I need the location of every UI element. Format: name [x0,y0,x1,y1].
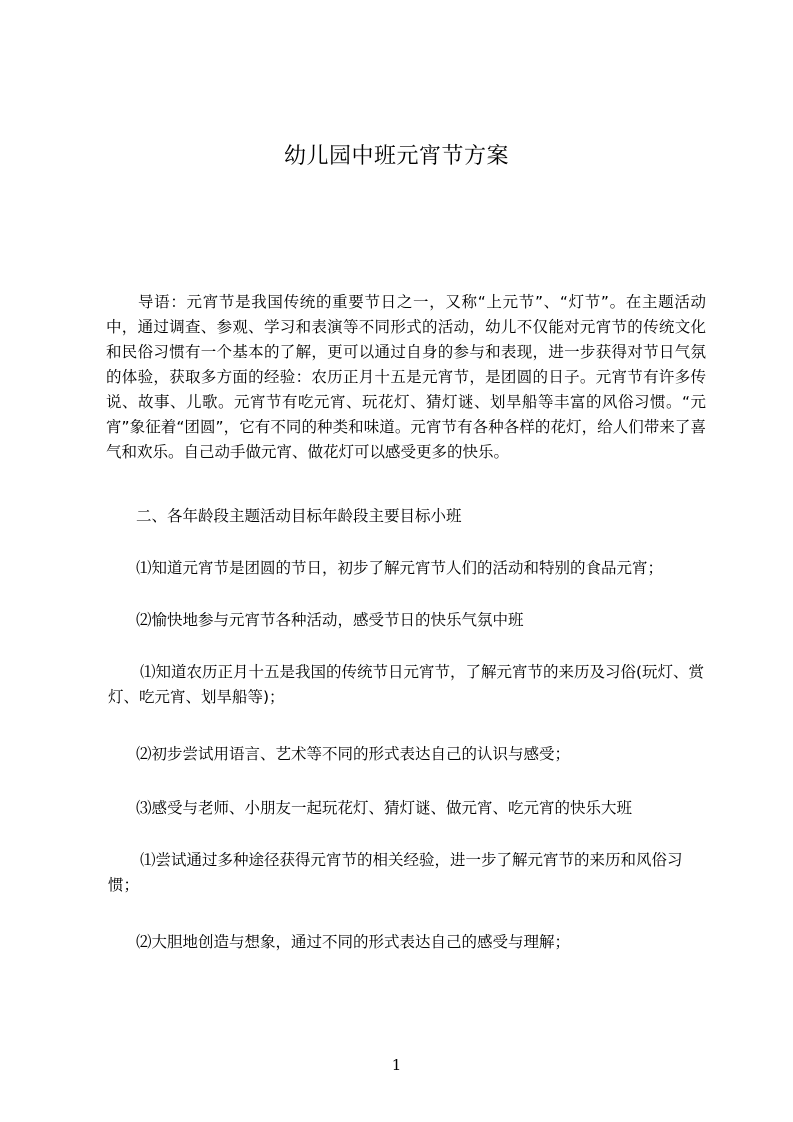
goal-paragraph: ⑵大胆地创造与想象，通过不同的形式表达自己的感受与理解； [136,933,571,951]
goal-paragraph: ⑵愉快地参与元宵节各种活动，感受节日的快乐气氛中班 [136,611,524,629]
goal-paragraph: ⑶感受与老师、小朋友一起玩花灯、猜灯谜、做元宵、吃元宵的快乐大班 [136,799,633,817]
page-number: 1 [391,1056,402,1074]
goal-paragraph: ⑴知道农历正月十五是我国的传统节日元宵节，了解元宵节的来历及习俗(玩灯、赏灯、吃元宵、划旱船等)； [108,663,705,706]
goal-paragraph: ⑴知道元宵节是团圆的节日，初步了解元宵节人们的活动和特别的食品元宵； [136,559,664,577]
section-heading: 二、各年龄段主题活动目标年龄段主要目标小班 [136,507,462,525]
intro-paragraph: 导语：元宵节是我国传统的重要节日之一，又称“上元节”、“灯节”。在主题活动中，通过调查、参观、学习和表演等不同形式的活动，幼儿不仅能对元宵节的传统文化和民俗习惯有一个基本的了解，更可以通过自身的参与和表现，进一步获得对节日气氛的体验，获取多方面的经验：农历正月十五是元宵节，是团圆的日子。元宵节有许多传说、故事、儿歌。元宵节有吃元宵、玩花灯、猜灯谜、划旱船等丰富的风俗习惯。“元宵”象征着“团圆”，它有不同的种类和味道。元宵节有各种各样的花灯，给人们带来了喜气和欢乐。自己动手做元宵、做花灯可以感受更多的快乐。 [106,293,706,461]
document-title: 幼儿园中班元宵节方案 [283,144,509,169]
goal-paragraph: ⑵初步尝试用语言、艺术等不同的形式表达自己的认识与感受； [136,745,571,763]
goal-paragraph: ⑴尝试通过多种途径获得元宵节的相关经验，进一步了解元宵节的来历和风俗习惯； [108,851,683,894]
